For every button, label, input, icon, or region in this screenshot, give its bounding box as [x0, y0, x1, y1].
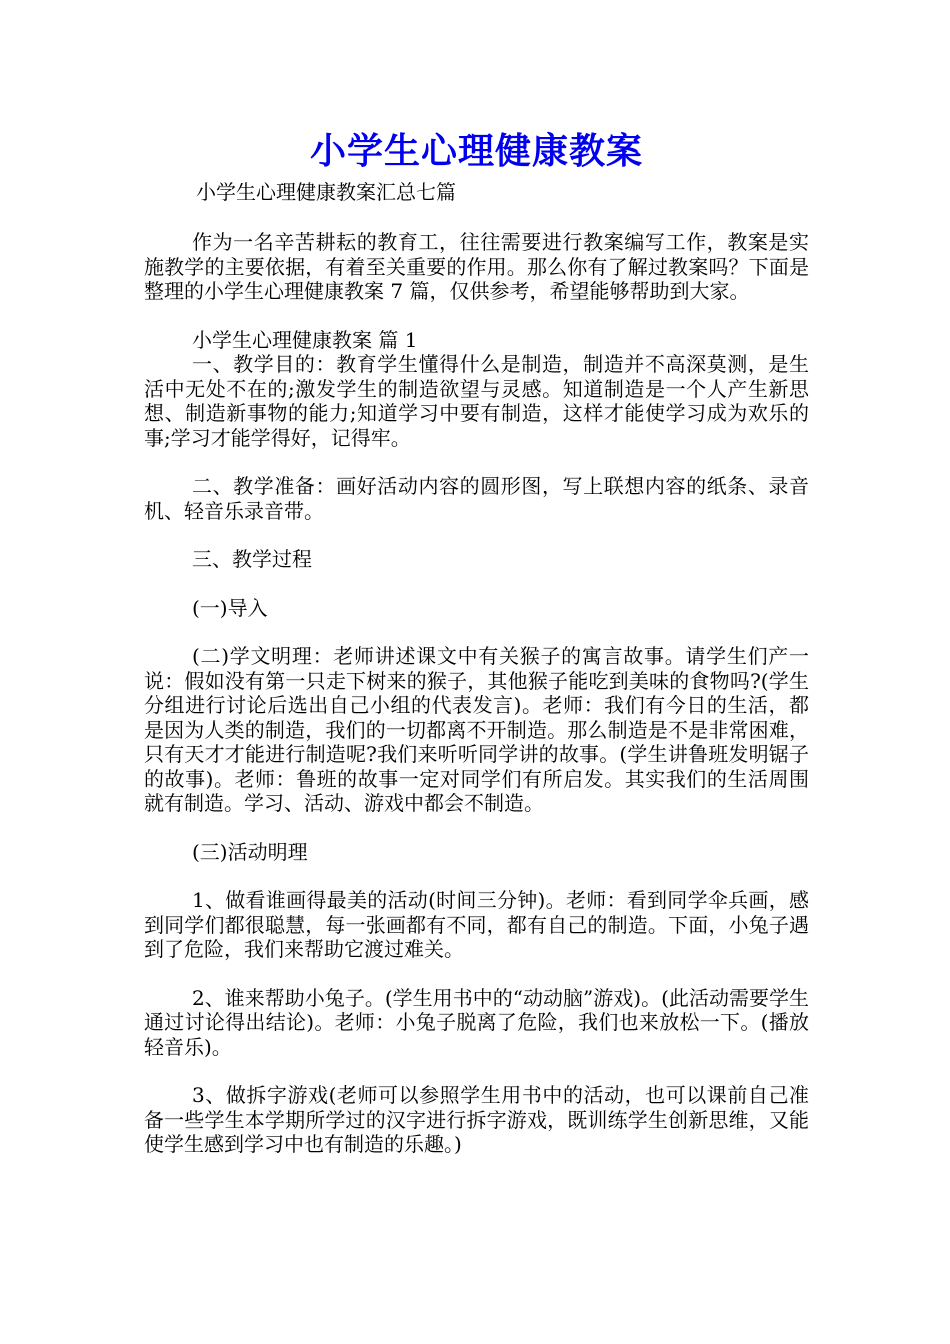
document-page	[144, 128, 809, 1157]
intro-step-heading: (一)导入	[192, 595, 268, 620]
document-subtitle: 小学生心理健康教案汇总七篇	[196, 180, 456, 204]
teaching-goal-paragraph: 一、教学目的：教育学生懂得什么是制造，制造并不高深莫测，是生活中无处不在的;激发学生的制造欲望与灵感。知道制造是一个人产生新思想、制造新事物的能力;知道学习中要有制造，这样才能使学习成为欢乐的事;学习才能学得好，记得牢。	[144, 352, 809, 450]
teaching-prep-paragraph: 二、教学准备：画好活动内容的圆形图，写上联想内容的纸条、录音机、轻音乐录音带。	[144, 474, 809, 523]
intro-paragraph: 作为一名辛苦耕耘的教育工，往往需要进行教案编写工作，教案是实施教学的主要依据，有着至关重要的作用。那么你有了解过教案吗？下面是整理的小学生心理健康教案 7 篇，仅供参考，希望能够帮助到大家。	[144, 230, 809, 303]
activity-heading: (三)活动明理	[192, 839, 308, 864]
activity-1-paragraph: 1、做看谁画得最美的活动(时间三分钟)。老师：看到同学伞兵画，感到同学们都很聪慧，每一张画都有不同，都有自己的制造。下面，小兔子遇到了危险，我们来帮助它渡过难关。	[144, 888, 809, 961]
study-text-paragraph: (二)学文明理：老师讲述课文中有关猴子的寓言故事。请学生们产一说：假如没有第一只走下树来的猴子，其他猴子能吃到美味的食物吗?(学生分组进行讨论后选出自己小组的代表发言)。老师：我们有今日的生活，都是因为人类的制造，我们的一切都离不开制造。那么制造是不是非常困难，只有天才才能进行制造呢?我们来听听同学讲的故事。(学生讲鲁班发明锯子的故事)。老师：鲁班的故事一定对同学们有所启发。其实我们的生活周围就有制造。学习、活动、游戏中都会不制造。	[144, 644, 809, 815]
section-heading: 小学生心理健康教案 篇 1	[192, 327, 418, 352]
document-title: 小学生心理健康教案	[309, 131, 643, 172]
teaching-process-heading: 三、教学过程	[192, 547, 312, 571]
activity-2-paragraph: 2、谁来帮助小兔子。(学生用书中的“动动脑”游戏)。(此活动需要学生通过讨论得出结论)。老师：小兔子脱离了危险，我们也来放松一下。(播放轻音乐)。	[144, 985, 809, 1059]
activity-3-paragraph: 3、做拆字游戏(老师可以参照学生用书中的活动，也可以课前自己准备一些学生本学期所学过的汉字进行拆字游戏，既训练学生创新思维，又能使学生感到学习中也有制造的乐趣。)	[144, 1083, 809, 1156]
